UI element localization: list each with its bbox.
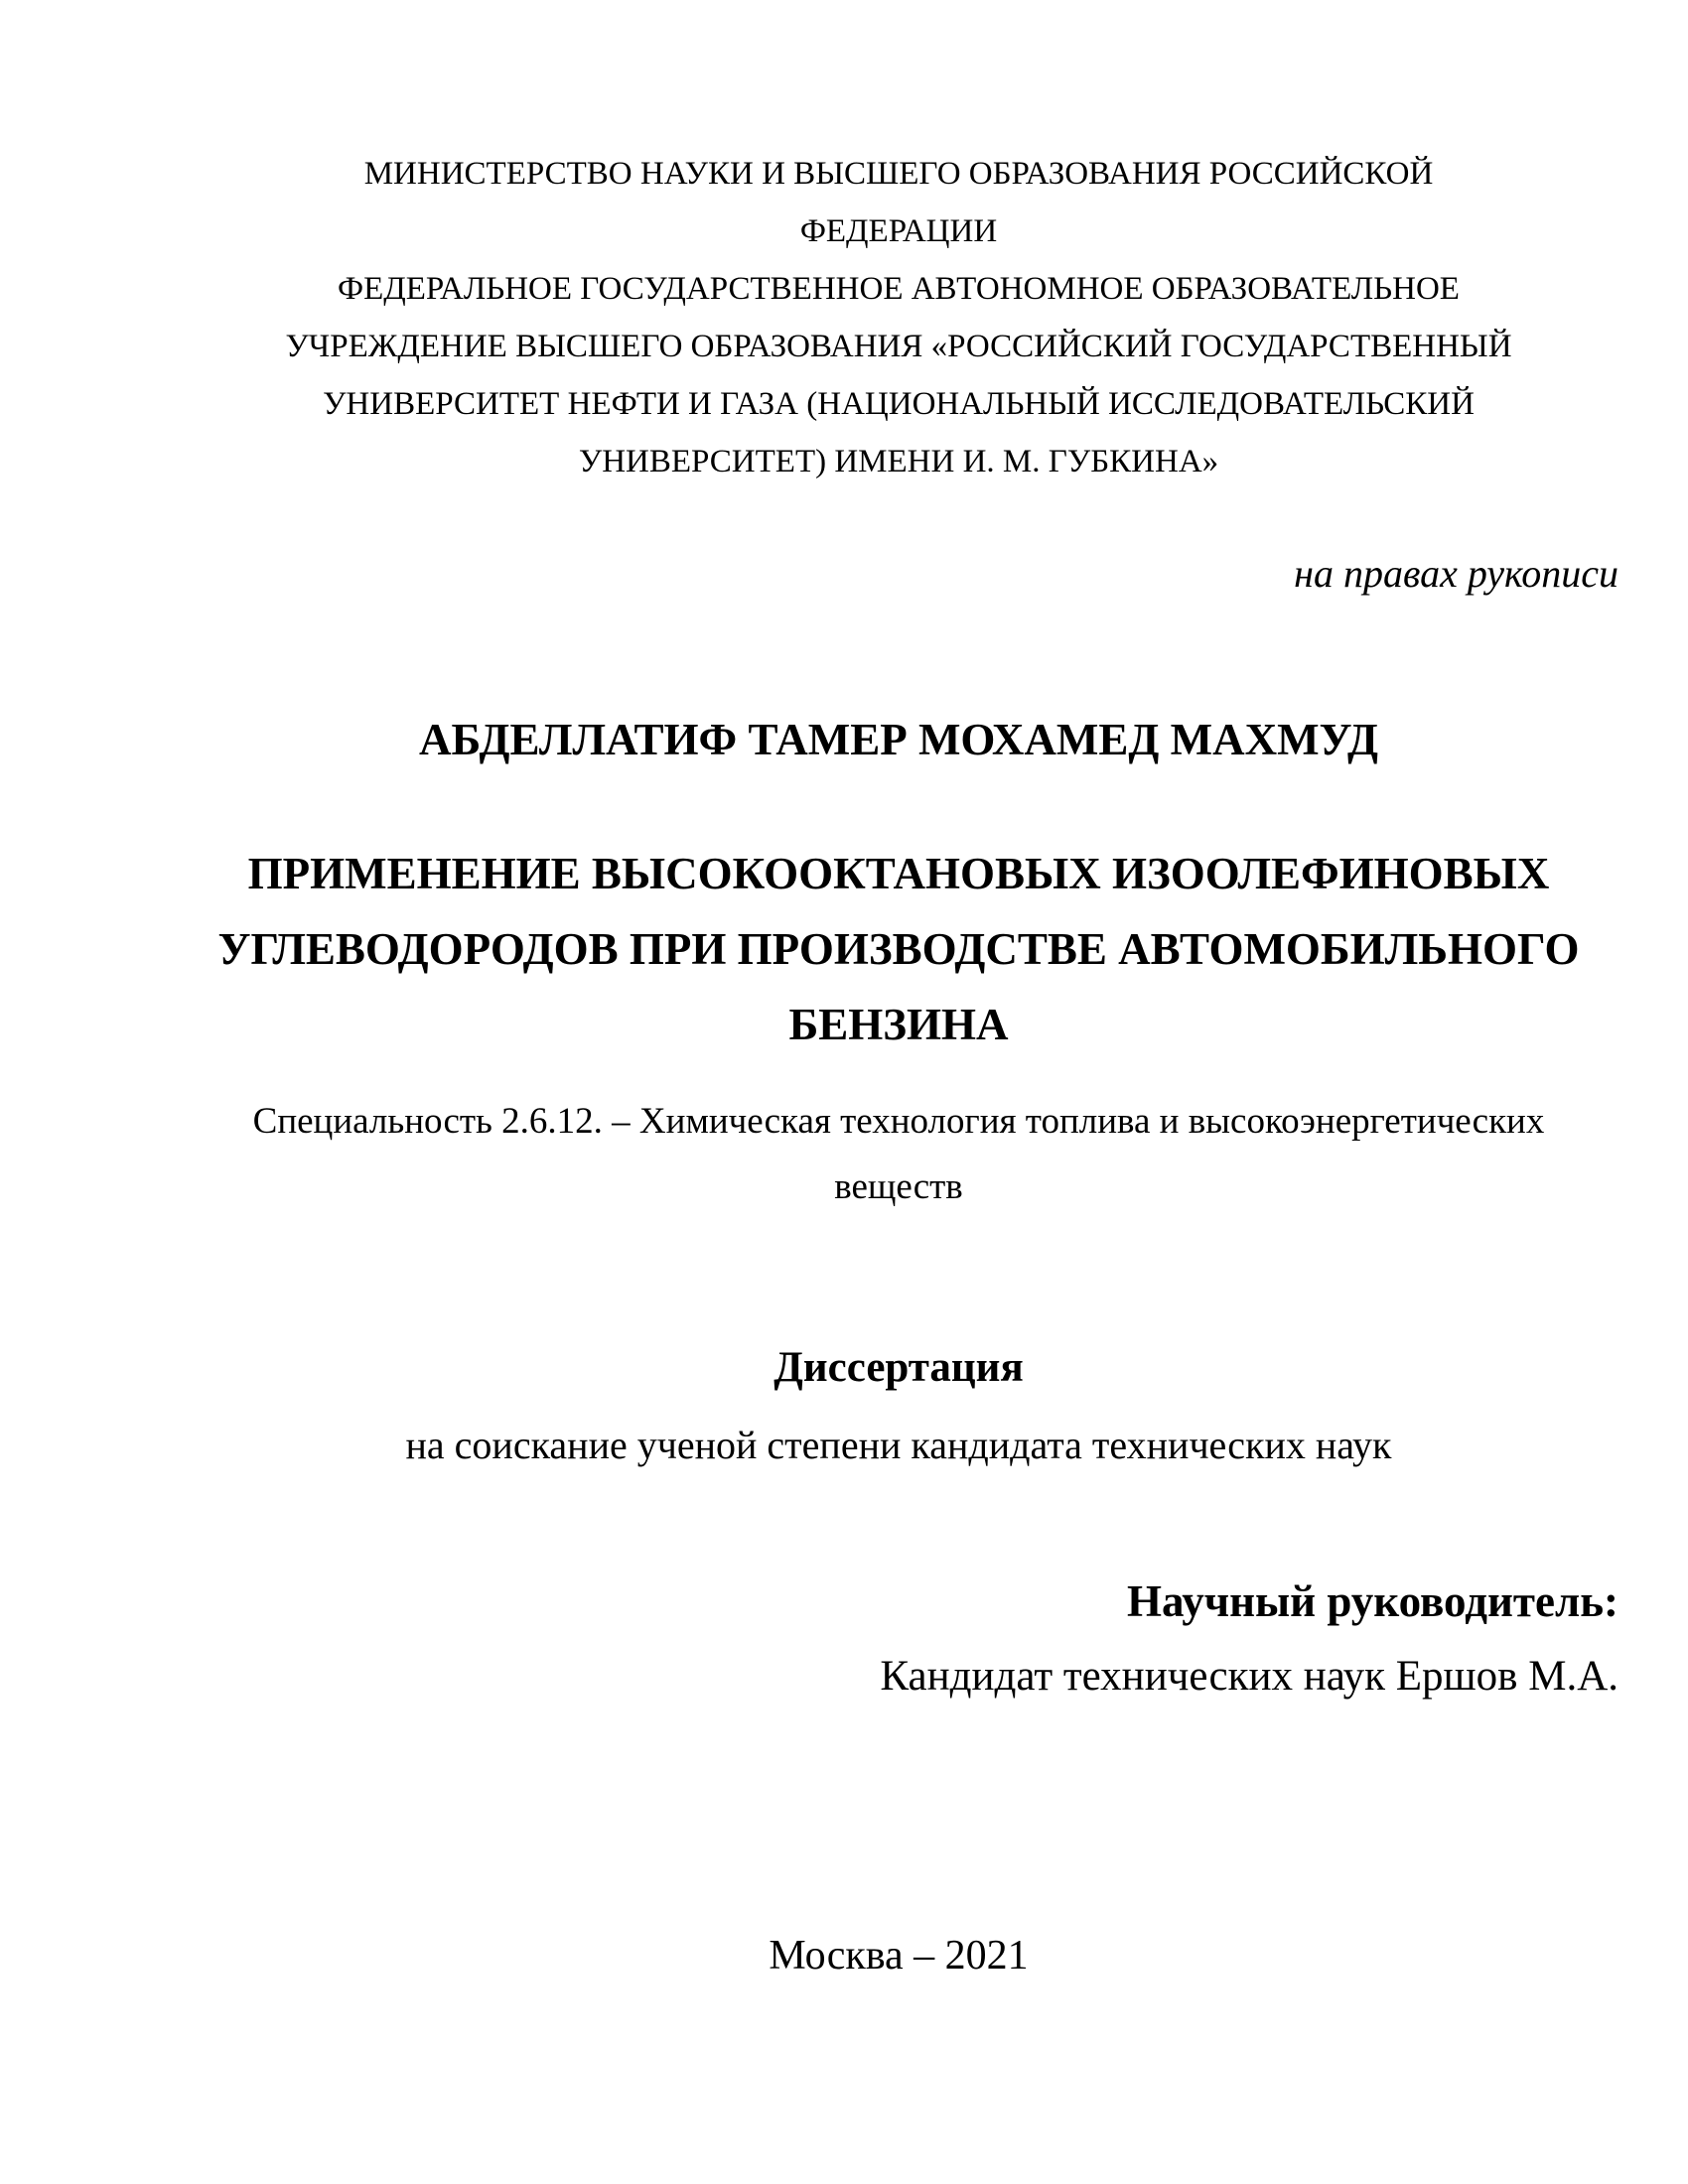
- supervisor-name: Кандидат технических наук Ершов М.А.: [880, 1653, 1618, 1700]
- page-content: [179, 0, 1618, 2184]
- dissertation-subtitle: на соискание ученой степени кандидата технических наук: [405, 1423, 1392, 1467]
- title-line: УГЛЕВОДОРОДОВ ПРИ ПРОИЗВОДСТВЕ АВТОМОБИЛЬНОГО: [217, 924, 1580, 974]
- speciality-line: Специальность 2.6.12. – Химическая технология топлива и высокоэнергетических: [252, 1101, 1545, 1142]
- header-line: МИНИСТЕРСТВО НАУКИ И ВЫСШЕГО ОБРАЗОВАНИЯ РОССИЙСКОЙ: [363, 156, 1434, 192]
- city-year: Москва – 2021: [769, 1933, 1029, 1979]
- supervisor-label: Научный руководитель:: [1127, 1576, 1618, 1626]
- header-line: ФЕДЕРАЛЬНОЕ ГОСУДАРСТВЕННОЕ АВТОНОМНОЕ ОБРАЗОВАТЕЛЬНОЕ: [338, 271, 1460, 307]
- dissertation-title-block: [179, 836, 1618, 1062]
- speciality-block: [179, 1089, 1618, 1220]
- dissertation-label: Диссертация: [774, 1344, 1024, 1391]
- ministry-header-block: [179, 145, 1618, 490]
- header-line: УНИВЕРСИТЕТ) ИМЕНИ И. М. ГУБКИНА»: [578, 444, 1219, 479]
- speciality-line: веществ: [834, 1166, 963, 1207]
- author-name: АБДЕЛЛАТИФ ТАМЕР МОХАМЕД МАХМУД: [419, 715, 1378, 764]
- city-year-block: [179, 1926, 1618, 1985]
- title-line: БЕНЗИНА: [788, 1000, 1009, 1049]
- author-block: [179, 702, 1618, 777]
- header-line: ФЕДЕРАЦИИ: [799, 213, 998, 249]
- title-line: ПРИМЕНЕНИЕ ВЫСОКООКТАНОВЫХ ИЗООЛЕФИНОВЫХ: [247, 849, 1550, 898]
- manuscript-rights-note: на правах рукописи: [1294, 551, 1618, 596]
- supervisor-block: [179, 1564, 1618, 1714]
- header-line: УНИВЕРСИТЕТ НЕФТИ И ГАЗА (НАЦИОНАЛЬНЫЙ ИССЛЕДОВАТЕЛЬСКИЙ: [323, 386, 1475, 422]
- dissertation-type-block: [179, 1329, 1618, 1484]
- header-line: УЧРЕЖДЕНИЕ ВЫСШЕГО ОБРАЗОВАНИЯ «РОССИЙСКИЙ ГОСУДАРСТВЕННЫЙ: [285, 329, 1512, 364]
